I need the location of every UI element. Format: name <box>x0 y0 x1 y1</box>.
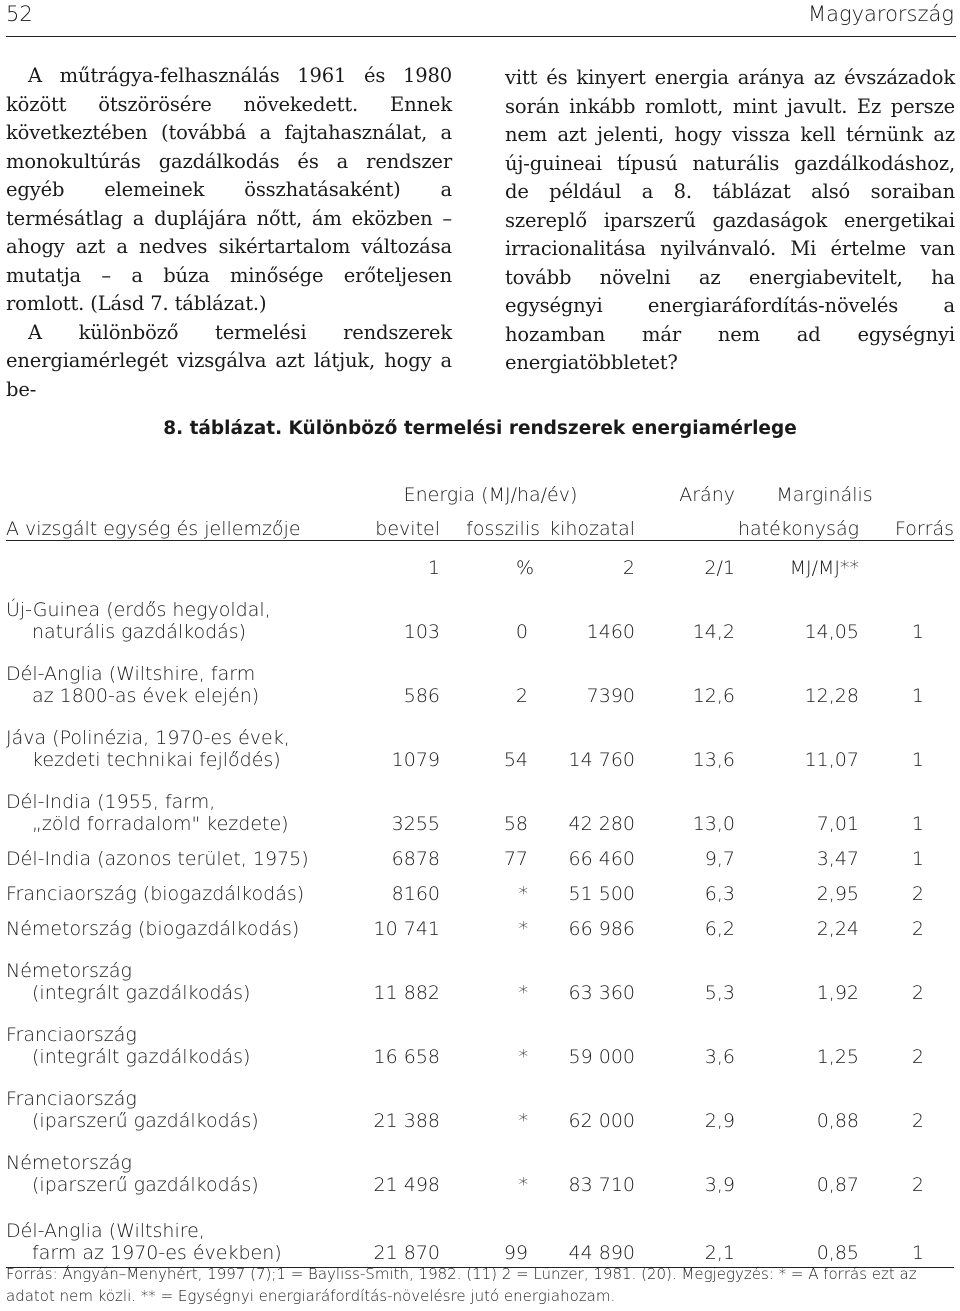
cell-fossil: * <box>518 982 528 1004</box>
cell-fossil: 99 <box>440 1196 540 1268</box>
row-label <box>6 1132 346 1196</box>
cell-input: 6878 <box>391 848 440 870</box>
row-label-line: Új-Guinea (erdős hegyoldal, <box>6 599 271 621</box>
cell-source: 1 <box>859 1196 954 1268</box>
row-label-line: Franciaország <box>6 1024 137 1046</box>
table-row <box>6 579 954 643</box>
cell-fossil: 2 <box>515 685 528 707</box>
table-group-header <box>6 470 954 506</box>
cell-marginal: 2,95 <box>816 883 859 905</box>
cell-input: 103 <box>403 621 440 643</box>
header-fossil: fosszilis <box>440 506 540 541</box>
unit-marginal: MJ/MJ** <box>789 557 859 579</box>
cell-fossil: 0 <box>515 621 528 643</box>
paragraph: A különböző termelési rendszerek energiamérlegét vizsgálva azt látjuk, hogy a be- <box>6 320 452 401</box>
cell-ratio: 13,6 <box>692 749 735 771</box>
cell-output: 59 000 <box>568 1046 635 1068</box>
row-label-line: az 1800-as évek elején) <box>32 685 260 707</box>
cell-input: 11 882 <box>373 982 440 1004</box>
cell-source: 2 <box>911 1174 924 1196</box>
table-row <box>6 643 954 707</box>
row-label-line: „zöld forradalom" kezdete) <box>32 813 289 835</box>
row-label-line: Németország <box>6 1152 132 1174</box>
cell-output: 63 360 <box>568 982 635 1004</box>
cell-input: 8160 <box>391 883 440 905</box>
cell-fossil: * <box>518 1174 528 1196</box>
table-row <box>6 1004 954 1068</box>
table-footnote: Forrás: Ángyán–Menyhért, 1997 (7);1 = Bayliss-Smith, 1982. (11) 2 = Lünzer, 1981. (20). Megjegyzés: * = A forrás ezt az adatot nem közli. ** = Egységnyi energiaráfordítás-növelésre jutó energiahozam. <box>6 1265 917 1305</box>
header-marginal: Marginális <box>776 484 873 506</box>
row-label <box>6 707 346 771</box>
row-label-line: Németország <box>6 960 132 982</box>
running-header <box>6 0 956 37</box>
header-efficiency: hatékonyság <box>735 506 859 541</box>
row-label <box>6 870 346 905</box>
cell-output: 62 000 <box>568 1110 635 1132</box>
cell-ratio: 12,6 <box>692 685 735 707</box>
header-unit: A vizsgált egység és jellemzője <box>6 506 346 541</box>
cell-marginal: 11,07 <box>804 749 859 771</box>
page-number: 52 <box>6 2 33 26</box>
row-label-line: (integrált gazdálkodás) <box>32 982 251 1004</box>
running-title: Magyarország <box>808 2 954 26</box>
row-label-line: Dél-India (1955, farm, <box>6 791 216 813</box>
row-label <box>6 905 346 940</box>
cell-marginal: 0,88 <box>816 1110 859 1132</box>
cell-source: 2 <box>911 1110 924 1132</box>
text-column-right <box>505 64 955 378</box>
cell-fossil: 77 <box>503 848 528 870</box>
cell-ratio: 6,3 <box>704 883 735 905</box>
table-row <box>6 707 954 771</box>
cell-source: 1 <box>911 813 924 835</box>
row-label <box>6 1004 346 1068</box>
cell-output: 66 986 <box>568 918 635 940</box>
cell-source: 1 <box>911 848 924 870</box>
cell-input: 1079 <box>391 749 440 771</box>
cell-output: 44 890 <box>540 1196 635 1268</box>
cell-marginal: 14,05 <box>804 621 859 643</box>
cell-fossil: 58 <box>503 813 528 835</box>
cell-output: 51 500 <box>568 883 635 905</box>
cell-marginal: 0,87 <box>816 1174 859 1196</box>
cell-ratio: 5,3 <box>704 982 735 1004</box>
header-source: Forrás <box>859 506 954 541</box>
unit-input: 1 <box>427 557 440 579</box>
header-energy-group: Energia (MJ/ha/év) <box>403 484 578 506</box>
paragraph: vitt és kinyert energia aránya az évszázadok során inkább romlott, mint javult. Ez persze nem azt jelenti, hogy vissza kell térnünk az új-guineai típusú naturális gazdálkodáshoz, de például a 8. táblázat alsó soraiban szereplő iparszerű gazdaságok energetikai irracionalitása nyilvánvaló. Mi értelme van tovább növelni az energiabevitelt, ha egységnyi energiaráfordítás-növelés a hozamban már nem ad egységnyi energiatöbbletet? <box>505 66 955 374</box>
table-row <box>6 1068 954 1132</box>
cell-marginal: 7,01 <box>816 813 859 835</box>
table-column-header <box>6 506 954 541</box>
table-row <box>6 1196 954 1268</box>
cell-output: 1460 <box>586 621 635 643</box>
cell-output: 7390 <box>586 685 635 707</box>
cell-source: 2 <box>911 1046 924 1068</box>
cell-marginal: 1,92 <box>816 982 859 1004</box>
cell-input: 10 741 <box>373 918 440 940</box>
row-label-line: (iparszerű gazdálkodás) <box>32 1110 259 1132</box>
row-label-line: Dél-Anglia (Wiltshire, farm <box>6 663 256 685</box>
cell-ratio: 2,1 <box>635 1196 735 1268</box>
cell-output: 42 280 <box>568 813 635 835</box>
cell-ratio: 14,2 <box>692 621 735 643</box>
row-label-line: Franciaország (biogazdálkodás) <box>6 883 305 905</box>
row-label-line: farm az 1970-es években) <box>32 1242 282 1264</box>
cell-output: 66 460 <box>568 848 635 870</box>
cell-ratio: 2,9 <box>704 1110 735 1132</box>
energy-balance-table <box>6 470 954 1268</box>
row-label <box>6 771 346 835</box>
table-row <box>6 870 954 905</box>
cell-marginal: 0,85 <box>735 1196 859 1268</box>
cell-output: 14 760 <box>568 749 635 771</box>
table-row <box>6 771 954 835</box>
cell-source: 1 <box>911 621 924 643</box>
unit-fossil: % <box>515 557 534 579</box>
cell-marginal: 1,25 <box>816 1046 859 1068</box>
row-label-line: Dél-India (azonos terület, 1975) <box>6 848 309 870</box>
paragraph: A műtrágya-felhasználás 1961 és 1980 között ötszörösére növekedett. Ennek következtében (továbbá a fajtahasználat, a monokultúrás gazdálkodás és a rendszer egyéb elemeinek összhatásaként) a termésátlag a duplájára nőtt, ám eközben – ahogy azt a nedves sikértartalom változása mutatja – a búza minősége erőteljesen romlott. (Lásd 7. táblázat.) <box>6 64 452 315</box>
row-label <box>6 940 346 1004</box>
cell-input: 21 388 <box>373 1110 440 1132</box>
row-label <box>6 835 346 870</box>
cell-fossil: 54 <box>503 749 528 771</box>
row-label <box>6 643 346 707</box>
row-label-line: Dél-Anglia (Wiltshire, <box>6 1220 205 1242</box>
cell-input: 16 658 <box>373 1046 440 1068</box>
table-row <box>6 940 954 1004</box>
row-label <box>6 579 346 643</box>
cell-ratio: 3,6 <box>704 1046 735 1068</box>
cell-fossil: * <box>518 883 528 905</box>
cell-source: 1 <box>911 685 924 707</box>
cell-output: 83 710 <box>568 1174 635 1196</box>
cell-source: 2 <box>911 883 924 905</box>
row-label-line: naturális gazdálkodás) <box>32 621 247 643</box>
text-column-left <box>6 62 452 404</box>
cell-marginal: 3,47 <box>816 848 859 870</box>
cell-fossil: * <box>518 1046 528 1068</box>
cell-fossil: * <box>518 1110 528 1132</box>
cell-input: 21 870 <box>346 1196 440 1268</box>
table-row <box>6 835 954 870</box>
unit-output: 2 <box>622 557 635 579</box>
row-label <box>6 1196 346 1268</box>
table-title: Különböző termelési rendszerek energiamérlege <box>288 418 797 439</box>
row-label-line: kezdeti technikai fejlődés) <box>32 749 281 771</box>
table-row <box>6 1132 954 1196</box>
table-row <box>6 905 954 940</box>
cell-input: 3255 <box>391 813 440 835</box>
header-ratio: Arány <box>679 484 735 506</box>
cell-source: 2 <box>911 918 924 940</box>
row-label-line: Franciaország <box>6 1088 137 1110</box>
cell-ratio: 3,9 <box>704 1174 735 1196</box>
table-units-row <box>6 541 954 580</box>
cell-marginal: 2,24 <box>816 918 859 940</box>
cell-input: 586 <box>403 685 440 707</box>
row-label <box>6 1068 346 1132</box>
cell-fossil: * <box>518 918 528 940</box>
row-label-line: Jáva (Polinézia, 1970-es évek, <box>6 727 290 749</box>
table-number: 8. táblázat. <box>163 418 283 439</box>
row-label-line: Németország (biogazdálkodás) <box>6 918 300 940</box>
unit-ratio: 2/1 <box>704 557 735 579</box>
cell-ratio: 13,0 <box>692 813 735 835</box>
cell-ratio: 6,2 <box>704 918 735 940</box>
row-label-line: (iparszerű gazdálkodás) <box>32 1174 259 1196</box>
cell-marginal: 12,28 <box>804 685 859 707</box>
header-output: kihozatal <box>540 506 635 541</box>
header-input: bevitel <box>346 506 440 541</box>
cell-ratio: 9,7 <box>704 848 735 870</box>
row-label-line: (integrált gazdálkodás) <box>32 1046 251 1068</box>
cell-source: 1 <box>911 749 924 771</box>
cell-input: 21 498 <box>373 1174 440 1196</box>
table-caption <box>0 418 960 439</box>
cell-source: 2 <box>911 982 924 1004</box>
